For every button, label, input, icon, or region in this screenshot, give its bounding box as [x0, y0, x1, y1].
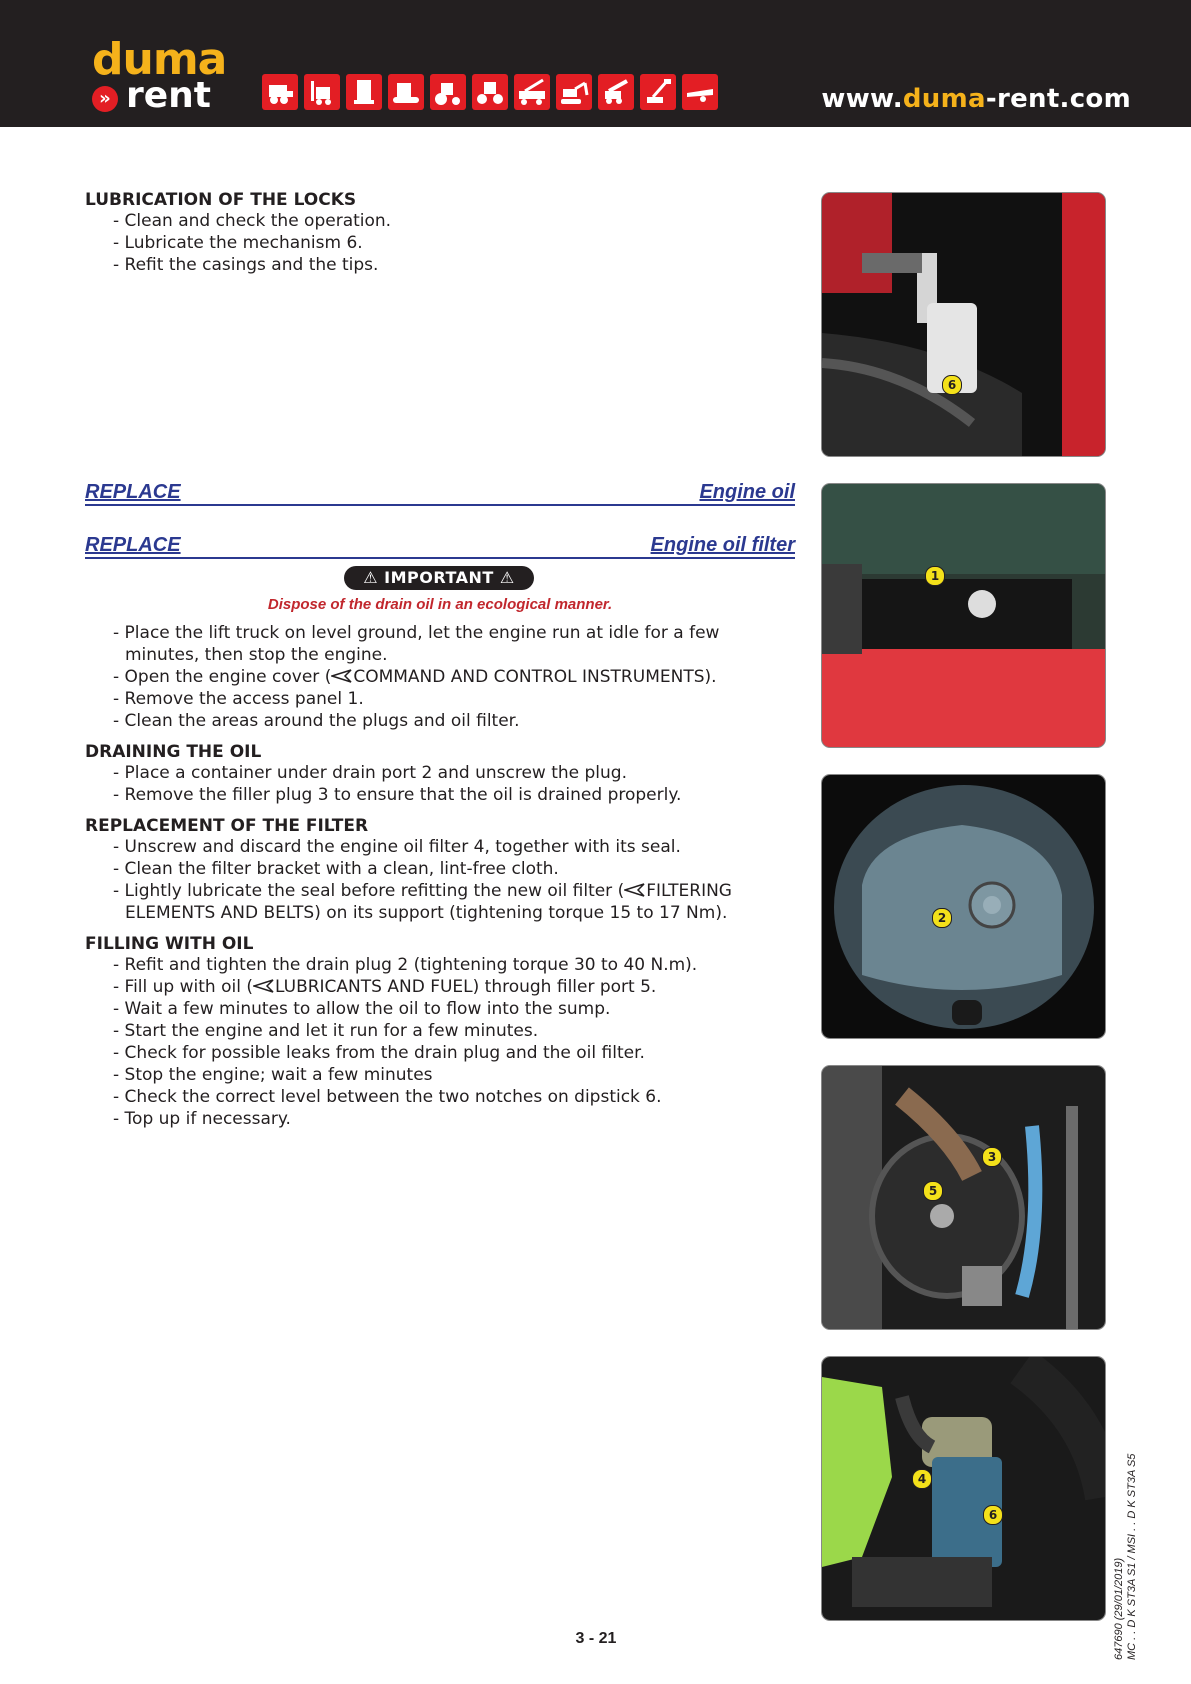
list-item: - Refit and tighten the drain plug 2 (tightening torque 30 to 40 N.m). — [85, 954, 795, 976]
telehandler-icon — [598, 74, 634, 110]
list-item: - Start the engine and let it run for a few minutes. — [85, 1020, 795, 1042]
step-text: Lightly lubricate the seal before refitting the new oil filter ( — [124, 881, 625, 901]
list-item: - Check the correct level between the two notches on dipstick 6. — [85, 1086, 795, 1108]
callout-marker: 3 — [982, 1147, 1002, 1167]
tractor-icon — [430, 74, 466, 110]
section-replace-engine-oil — [85, 478, 795, 506]
list-item — [85, 666, 795, 688]
mini-loader-icon — [388, 74, 424, 110]
reference-text: LUBRICANTS AND FUEL) through filler port 5. — [275, 977, 657, 997]
list-item: - Remove the filler plug 3 to ensure that the oil is drained properly. — [85, 784, 795, 806]
url-prefix: www. — [821, 84, 903, 114]
callout-marker: 4 — [912, 1469, 932, 1489]
crane-truck-icon — [514, 74, 550, 110]
photo-drain-port — [822, 775, 1105, 1038]
trailer-icon — [682, 74, 718, 110]
machine-icons-strip — [262, 74, 718, 110]
draining-list — [85, 762, 795, 806]
filling-list — [85, 954, 795, 1130]
section-left-label: REPLACE — [85, 481, 181, 503]
list-item: - Check for possible leaks from the drain plug and the oil filter. — [85, 1042, 795, 1064]
list-item: - Top up if necessary. — [85, 1108, 795, 1130]
website-url-link[interactable] — [821, 84, 1131, 114]
document-code-line: 647690 (29/01/2019) — [1113, 1557, 1125, 1660]
list-item: - Clean the filter bracket with a clean, lint-free cloth. — [85, 858, 795, 880]
photo-filler-port — [822, 1066, 1105, 1329]
url-accent: duma — [902, 84, 986, 114]
page-header — [0, 0, 1191, 127]
list-item: - Remove the access panel 1. — [85, 688, 795, 710]
list-item: - Place a container under drain port 2 and unscrew the plug. — [85, 762, 795, 784]
section-right-label: Engine oil filter — [650, 534, 795, 556]
step-text: Fill up with oil ( — [124, 977, 253, 997]
logo-bottom-text: rent — [126, 75, 212, 116]
filling-heading: FILLING WITH OIL — [85, 934, 254, 954]
section-replace-engine-oil-filter — [85, 531, 795, 559]
filler-port-illustration — [822, 1066, 1105, 1329]
callout-marker: 1 — [925, 566, 945, 586]
dispose-note: Dispose of the drain oil in an ecological manner. — [267, 596, 613, 613]
list-item: - Lubricate the mechanism 6. — [85, 232, 795, 254]
section-left-label: REPLACE — [85, 534, 181, 556]
boom-lift-icon — [640, 74, 676, 110]
drain-port-illustration — [822, 775, 1105, 1038]
callout-marker: 6 — [942, 375, 962, 395]
list-item: - Clean and check the operation. — [85, 210, 795, 232]
list-item: - Wait a few minutes to allow the oil to flow into the sump. — [85, 998, 795, 1020]
forklift-icon — [304, 74, 340, 110]
url-suffix: -rent.com — [985, 84, 1131, 114]
oil-filter-illustration — [822, 1357, 1105, 1620]
reference-arrow-icon — [331, 669, 353, 683]
list-item: - Stop the engine; wait a few minutes — [85, 1064, 795, 1086]
skid-steer-icon — [262, 74, 298, 110]
document-reference — [1113, 1454, 1139, 1660]
lubrication-heading: LUBRICATION OF THE LOCKS — [85, 190, 357, 210]
logo-chevron-icon: » — [92, 86, 118, 112]
important-badge — [344, 566, 534, 590]
photo-oil-filter — [822, 1357, 1105, 1620]
list-item — [85, 976, 795, 998]
draining-heading: DRAINING THE OIL — [85, 742, 262, 762]
filter-heading: REPLACEMENT OF THE FILTER — [85, 816, 369, 836]
intro-list — [85, 622, 795, 732]
important-label: IMPORTANT — [384, 568, 494, 587]
warning-icon: ⚠ — [363, 568, 379, 587]
list-item: - Clean the areas around the plugs and oil filter. — [85, 710, 795, 732]
section-right-label: Engine oil — [699, 481, 795, 503]
duma-rent-logo[interactable] — [92, 34, 242, 118]
callout-marker: 6 — [983, 1505, 1003, 1525]
page-number: 3 - 21 — [575, 1630, 617, 1647]
list-item: - Refit the casings and the tips. — [85, 254, 795, 276]
filter-list — [85, 836, 795, 924]
list-item: - Unscrew and discard the engine oil filter 4, together with its seal. — [85, 836, 795, 858]
callout-marker: 2 — [932, 908, 952, 928]
photo-access-panel — [822, 484, 1105, 747]
reference-text: FILTERING ELEMENTS AND BELTS) on its support (tightening torque 15 to 17 Nm). — [125, 881, 732, 923]
lock-mechanism-illustration — [822, 193, 1105, 456]
list-item — [85, 880, 795, 924]
logo-top-text: duma — [92, 34, 227, 85]
lubrication-block — [85, 190, 795, 276]
engine-oil-steps — [85, 622, 795, 1130]
model-code-line: MC . . D K ST3A S1 / MSI . . D K ST3A S5 — [1126, 1453, 1138, 1660]
compactor-icon — [346, 74, 382, 110]
callout-marker: 5 — [923, 1181, 943, 1201]
photo-lock-mechanism — [822, 193, 1105, 456]
access-panel-illustration — [822, 484, 1105, 747]
excavator-icon — [556, 74, 592, 110]
warning-icon: ⚠ — [499, 568, 515, 587]
list-item: - Place the lift truck on level ground, let the engine run at idle for a few minutes, then stop the engine. — [85, 622, 795, 666]
step-text: Open the engine cover ( — [124, 667, 332, 687]
reference-text: COMMAND AND CONTROL INSTRUMENTS). — [353, 667, 717, 687]
reference-arrow-icon — [253, 979, 275, 993]
roller-icon — [472, 74, 508, 110]
reference-arrow-icon — [624, 883, 646, 897]
lubrication-list — [85, 210, 795, 276]
